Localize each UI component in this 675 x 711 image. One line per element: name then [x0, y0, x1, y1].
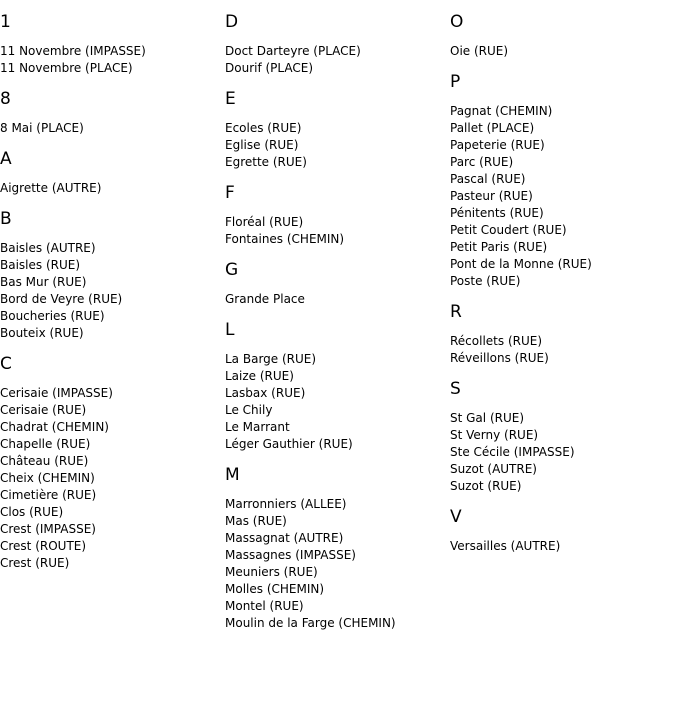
street-link[interactable]: Crest (IMPASSE) — [0, 522, 96, 536]
street-link[interactable]: Petit Paris (RUE) — [450, 240, 548, 254]
street-link[interactable]: Baisles (AUTRE) — [0, 241, 96, 255]
section-letter-heading: R — [450, 302, 462, 322]
street-link[interactable]: Clos (RUE) — [0, 505, 64, 519]
street-link[interactable]: Aigrette (AUTRE) — [0, 181, 102, 195]
street-link[interactable]: Petit Coudert (RUE) — [450, 223, 567, 237]
section-letter-heading: C — [0, 354, 12, 374]
street-link[interactable]: Oie (RUE) — [450, 44, 509, 58]
street-link[interactable]: Bord de Veyre (RUE) — [0, 292, 123, 306]
street-link[interactable]: La Barge (RUE) — [225, 352, 317, 366]
section-letter-heading: L — [225, 320, 235, 340]
index-column — [0, 0, 225, 580]
section-letter-heading: M — [225, 465, 240, 485]
section-letter-heading: F — [225, 183, 235, 203]
street-link[interactable]: Egrette (RUE) — [225, 155, 307, 169]
street-link[interactable]: Château (RUE) — [0, 454, 89, 468]
letter-section — [450, 302, 675, 367]
street-link[interactable]: 11 Novembre (IMPASSE) — [0, 44, 146, 58]
street-link[interactable]: Suzot (AUTRE) — [450, 462, 537, 476]
street-link[interactable]: Versailles (AUTRE) — [450, 539, 561, 553]
letter-section — [450, 12, 675, 60]
street-link[interactable]: Massagnes (IMPASSE) — [225, 548, 356, 562]
letter-section — [225, 260, 450, 308]
section-letter-heading: 8 — [0, 89, 11, 109]
street-link[interactable]: St Verny (RUE) — [450, 428, 539, 442]
street-link[interactable]: Pascal (RUE) — [450, 172, 526, 186]
street-link[interactable]: Cheix (CHEMIN) — [0, 471, 95, 485]
street-link[interactable]: Bouteix (RUE) — [0, 326, 84, 340]
street-link[interactable]: Récollets (RUE) — [450, 334, 543, 348]
street-link[interactable]: Chadrat (CHEMIN) — [0, 420, 109, 434]
street-link[interactable]: Cerisaie (RUE) — [0, 403, 87, 417]
street-link[interactable]: Montel (RUE) — [225, 599, 304, 613]
street-link[interactable]: Marronniers (ALLEE) — [225, 497, 347, 511]
section-letter-heading: E — [225, 89, 236, 109]
street-link[interactable]: Laize (RUE) — [225, 369, 294, 383]
section-letter-heading: 1 — [0, 12, 11, 32]
letter-section — [225, 12, 450, 77]
street-link[interactable]: Bas Mur (RUE) — [0, 275, 87, 289]
letter-section — [225, 465, 450, 632]
street-link[interactable]: Lasbax (RUE) — [225, 386, 306, 400]
street-link[interactable]: Massagnat (AUTRE) — [225, 531, 344, 545]
street-link[interactable]: Crest (RUE) — [0, 556, 70, 570]
index-column — [450, 0, 675, 563]
street-link[interactable]: Crest (ROUTE) — [0, 539, 87, 553]
street-link[interactable]: Pagnat (CHEMIN) — [450, 104, 553, 118]
section-letter-heading: A — [0, 149, 12, 169]
street-link[interactable]: Cimetière (RUE) — [0, 488, 97, 502]
street-link[interactable]: Poste (RUE) — [450, 274, 521, 288]
section-letter-heading: G — [225, 260, 239, 280]
street-link[interactable]: Pénitents (RUE) — [450, 206, 544, 220]
letter-section — [225, 183, 450, 248]
section-letter-heading: D — [225, 12, 239, 32]
letter-section — [0, 209, 225, 342]
street-link[interactable]: Pallet (PLACE) — [450, 121, 535, 135]
section-letter-heading: O — [450, 12, 464, 32]
letter-section — [225, 89, 450, 171]
section-letter-heading: P — [450, 72, 461, 92]
street-link[interactable]: 11 Novembre (PLACE) — [0, 61, 133, 75]
street-link[interactable]: Chapelle (RUE) — [0, 437, 91, 451]
street-link[interactable]: Pont de la Monne (RUE) — [450, 257, 592, 271]
street-link[interactable]: Suzot (RUE) — [450, 479, 522, 493]
street-link[interactable]: Cerisaie (IMPASSE) — [0, 386, 113, 400]
street-link[interactable]: Mas (RUE) — [225, 514, 287, 528]
street-link[interactable]: St Gal (RUE) — [450, 411, 525, 425]
street-link[interactable]: Eglise (RUE) — [225, 138, 299, 152]
street-link[interactable]: Meuniers (RUE) — [225, 565, 318, 579]
section-letter-heading: S — [450, 379, 461, 399]
letter-section — [450, 379, 675, 495]
letter-section — [0, 89, 225, 137]
street-link[interactable]: Le Chily — [225, 403, 273, 417]
street-link[interactable]: Floréal (RUE) — [225, 215, 304, 229]
street-link[interactable]: Parc (RUE) — [450, 155, 514, 169]
section-letter-heading: B — [0, 209, 12, 229]
street-link[interactable]: Molles (CHEMIN) — [225, 582, 325, 596]
street-link[interactable]: Baisles (RUE) — [0, 258, 81, 272]
index-column — [225, 0, 450, 640]
street-link[interactable]: Ste Cécile (IMPASSE) — [450, 445, 575, 459]
street-link[interactable]: 8 Mai (PLACE) — [0, 121, 84, 135]
letter-section — [0, 12, 225, 77]
letter-section — [0, 149, 225, 197]
street-link[interactable]: Moulin de la Farge (CHEMIN) — [225, 616, 396, 630]
letter-section — [450, 507, 675, 555]
street-link[interactable]: Grande Place — [225, 292, 305, 306]
street-link[interactable]: Fontaines (CHEMIN) — [225, 232, 345, 246]
street-link[interactable]: Dourif (PLACE) — [225, 61, 314, 75]
street-link[interactable]: Ecoles (RUE) — [225, 121, 302, 135]
street-link[interactable]: Boucheries (RUE) — [0, 309, 105, 323]
street-link[interactable]: Léger Gauthier (RUE) — [225, 437, 353, 451]
street-link[interactable]: Doct Darteyre (PLACE) — [225, 44, 361, 58]
letter-section — [225, 320, 450, 453]
section-letter-heading: V — [450, 507, 462, 527]
street-link[interactable]: Papeterie (RUE) — [450, 138, 545, 152]
street-link[interactable]: Réveillons (RUE) — [450, 351, 549, 365]
street-link[interactable]: Pasteur (RUE) — [450, 189, 533, 203]
letter-section — [0, 354, 225, 572]
letter-section — [450, 72, 675, 290]
street-link[interactable]: Le Marrant — [225, 420, 290, 434]
